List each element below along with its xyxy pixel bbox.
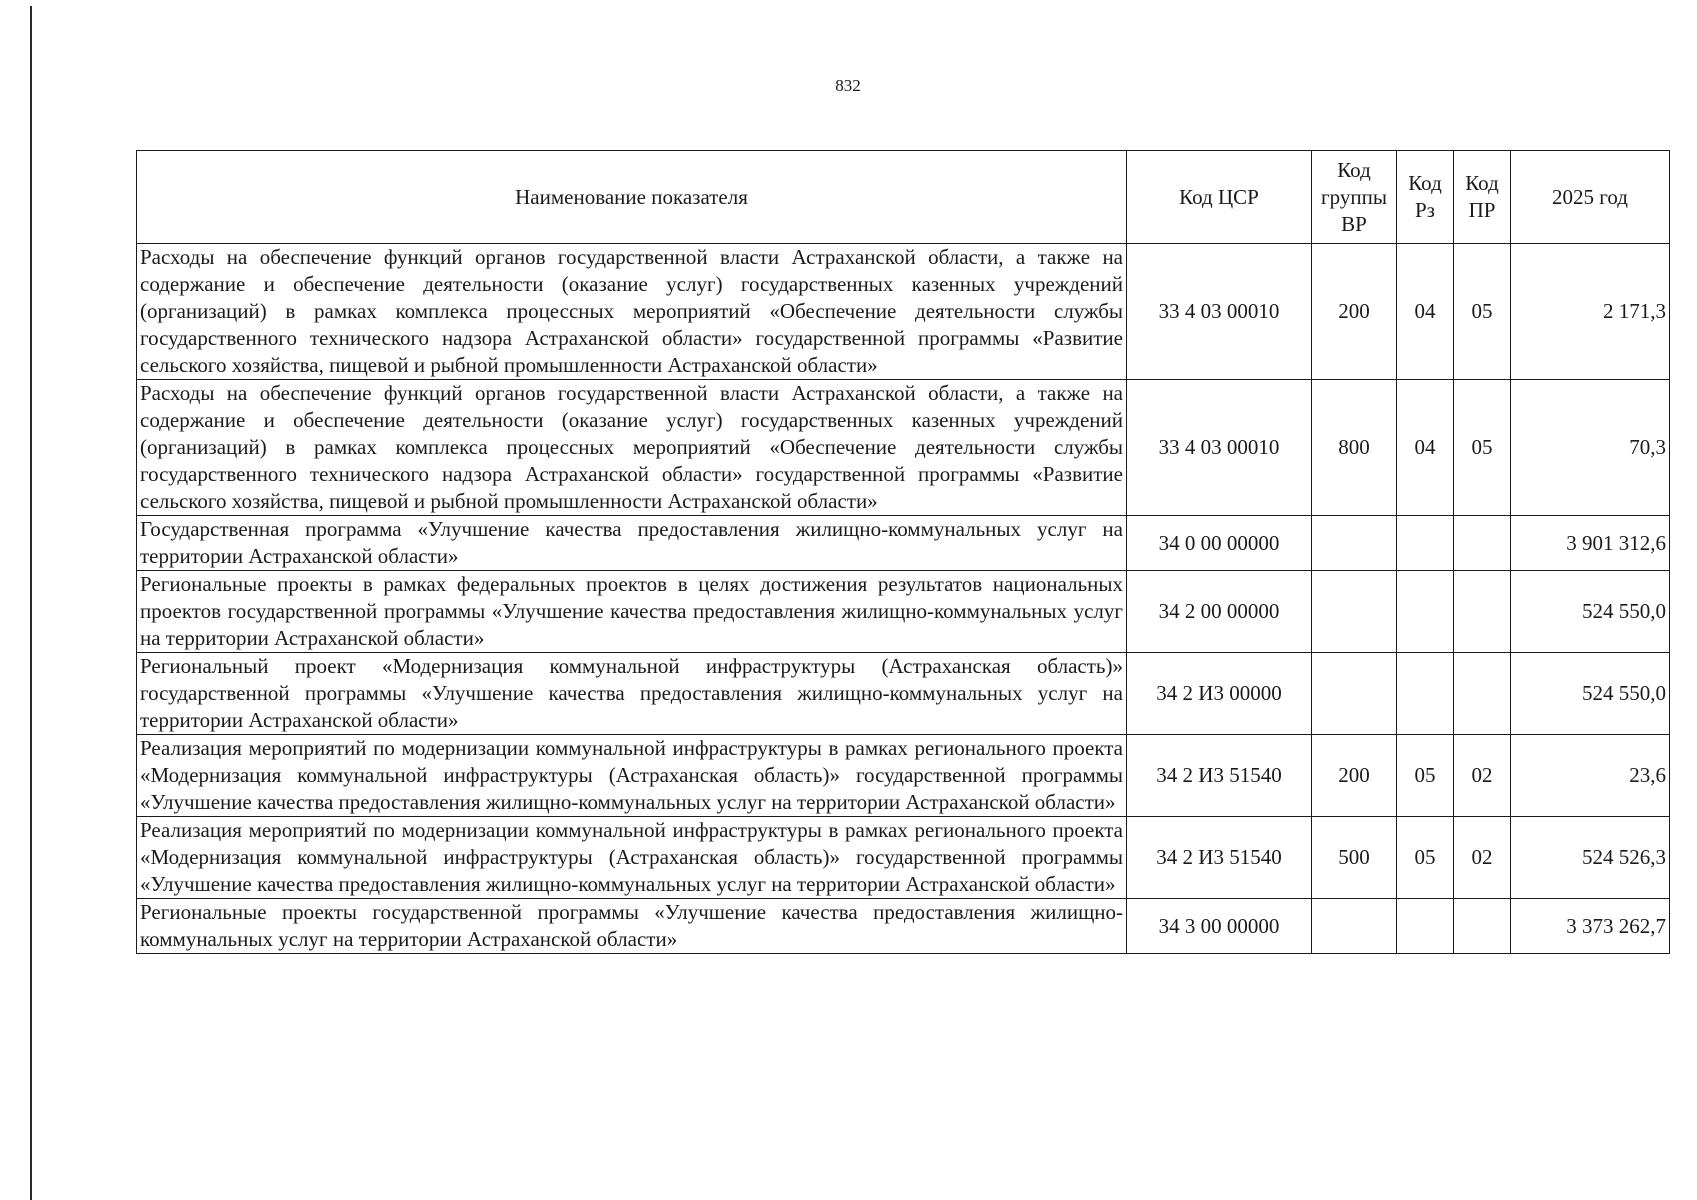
cell-vr: 500: [1312, 817, 1397, 899]
table-row: [137, 380, 1670, 516]
cell-rz: [1397, 899, 1454, 954]
header-year: 2025 год: [1511, 151, 1670, 244]
cell-name: Расходы на обеспечение функций органов государственной власти Астраханской области, а также на содержание и обеспечение деятельности (оказание услуг) государственных казенных учреждений (организаций) в рамках комплекса процессных мероприятий «Обеспечение деятельности службы государственного технического надзора Астраханской области» государственной программы «Развитие сельского хозяйства, пищевой и рыбной промышленности Астраханской области»: [137, 380, 1127, 516]
cell-pr: 02: [1454, 735, 1511, 817]
cell-amount: 70,3: [1511, 380, 1670, 516]
cell-pr: 05: [1454, 380, 1511, 516]
table-row: [137, 516, 1670, 571]
cell-pr: [1454, 899, 1511, 954]
cell-amount: 2 171,3: [1511, 244, 1670, 380]
table-row: [137, 653, 1670, 735]
cell-vr: 200: [1312, 244, 1397, 380]
cell-rz: 04: [1397, 380, 1454, 516]
header-name: Наименование показателя: [137, 151, 1127, 244]
header-rz: [1397, 151, 1454, 244]
cell-vr: 200: [1312, 735, 1397, 817]
cell-amount: 524 526,3: [1511, 817, 1670, 899]
table-row: [137, 899, 1670, 954]
cell-csr: 34 2 И3 51540: [1127, 735, 1312, 817]
cell-csr: 34 2 И3 51540: [1127, 817, 1312, 899]
cell-amount: 524 550,0: [1511, 653, 1670, 735]
table-row: [137, 244, 1670, 380]
cell-rz: [1397, 516, 1454, 571]
cell-name: Региональные проекты в рамках федеральных проектов в целях достижения результатов национальных проектов государственной программы «Улучшение качества предоставления жилищно-коммунальных услуг на территории Астраханской области»: [137, 571, 1127, 653]
cell-vr: [1312, 516, 1397, 571]
header-vr-line2: группы: [1321, 184, 1387, 209]
cell-pr: [1454, 516, 1511, 571]
cell-name: Государственная программа «Улучшение качества предоставления жилищно-коммунальных услуг на территории Астраханской области»: [137, 516, 1127, 571]
cell-pr: [1454, 653, 1511, 735]
cell-amount: 23,6: [1511, 735, 1670, 817]
cell-rz: 05: [1397, 817, 1454, 899]
cell-vr: [1312, 899, 1397, 954]
header-vr-line3: ВР: [1341, 211, 1367, 236]
cell-pr: [1454, 571, 1511, 653]
cell-csr: 33 4 03 00010: [1127, 244, 1312, 380]
cell-name: Реализация мероприятий по модернизации коммунальной инфраструктуры в рамках регионального проекта «Модернизация коммунальной инфраструктуры (Астраханская область)» государственной программы «Улучшение качества предоставления жилищно-коммунальных услуг на территории Астраханской области»: [137, 817, 1127, 899]
cell-name: Реализация мероприятий по модернизации коммунальной инфраструктуры в рамках регионального проекта «Модернизация коммунальной инфраструктуры (Астраханская область)» государственной программы «Улучшение качества предоставления жилищно-коммунальных услуг на территории Астраханской области»: [137, 735, 1127, 817]
cell-name: Расходы на обеспечение функций органов государственной власти Астраханской области, а также на содержание и обеспечение деятельности (оказание услуг) государственных казенных учреждений (организаций) в рамках комплекса процессных мероприятий «Обеспечение деятельности службы государственного технического надзора Астраханской области» государственной программы «Развитие сельского хозяйства, пищевой и рыбной промышленности Астраханской области»: [137, 244, 1127, 380]
cell-vr: 800: [1312, 380, 1397, 516]
table-header-row: [137, 151, 1670, 244]
page-number: 832: [835, 76, 861, 95]
header-pr: [1454, 151, 1511, 244]
cell-name: Региональный проект «Модернизация коммунальной инфраструктуры (Астраханская область)» государственной программы «Улучшение качества предоставления жилищно-коммунальных услуг на территории Астраханской области»: [137, 653, 1127, 735]
cell-amount: 3 373 262,7: [1511, 899, 1670, 954]
table-row: [137, 735, 1670, 817]
cell-csr: 33 4 03 00010: [1127, 380, 1312, 516]
header-rz-line1: Код: [1408, 171, 1442, 195]
header-pr-line1: Код: [1465, 171, 1499, 195]
header-vr-line1: Код: [1337, 157, 1371, 182]
cell-rz: 04: [1397, 244, 1454, 380]
cell-pr: 02: [1454, 817, 1511, 899]
cell-csr: 34 0 00 00000: [1127, 516, 1312, 571]
budget-table: [136, 150, 1670, 954]
cell-vr: [1312, 653, 1397, 735]
cell-name: Региональные проекты государственной программы «Улучшение качества предоставления жилищно-коммунальных услуг на территории Астраханской области»: [137, 899, 1127, 954]
cell-rz: [1397, 571, 1454, 653]
table-row: [137, 817, 1670, 899]
cell-csr: 34 2 И3 00000: [1127, 653, 1312, 735]
cell-csr: 34 2 00 00000: [1127, 571, 1312, 653]
cell-amount: 524 550,0: [1511, 571, 1670, 653]
cell-vr: [1312, 571, 1397, 653]
cell-amount: 3 901 312,6: [1511, 516, 1670, 571]
header-csr: Код ЦСР: [1127, 151, 1312, 244]
table-row: [137, 571, 1670, 653]
cell-csr: 34 3 00 00000: [1127, 899, 1312, 954]
cell-rz: [1397, 653, 1454, 735]
header-pr-line2: ПР: [1468, 198, 1496, 222]
header-rz-line2: Рз: [1415, 198, 1435, 222]
cell-rz: 05: [1397, 735, 1454, 817]
binding-edge-line: [30, 6, 32, 1200]
cell-pr: 05: [1454, 244, 1511, 380]
header-vr: [1312, 151, 1397, 244]
